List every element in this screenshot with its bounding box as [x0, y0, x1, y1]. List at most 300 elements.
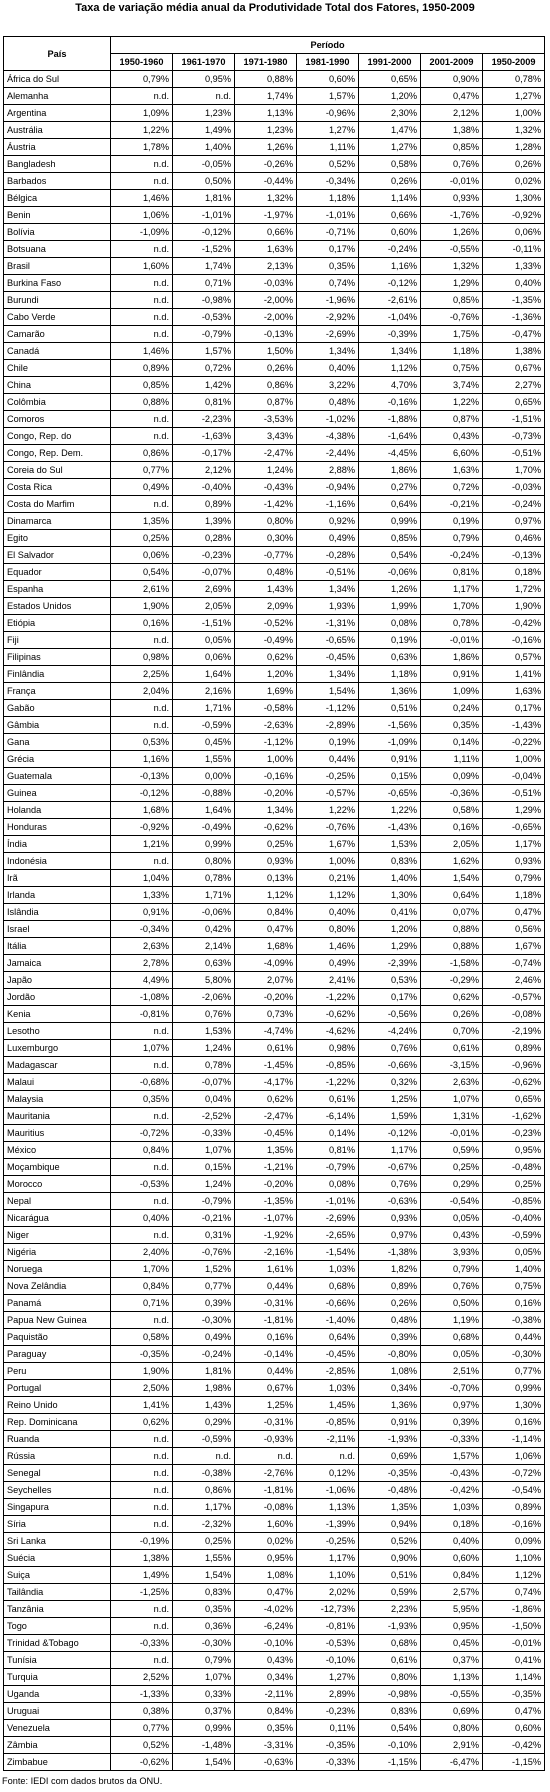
country-cell: Singapura [4, 1499, 111, 1516]
value-cell: -0,33% [421, 1431, 483, 1448]
value-cell: -0,25% [297, 768, 359, 785]
value-cell: 0,99% [483, 1380, 545, 1397]
value-cell: 0,33% [173, 1686, 235, 1703]
country-cell: Guatemala [4, 768, 111, 785]
value-cell: 0,86% [111, 445, 173, 462]
value-cell: 0,80% [173, 853, 235, 870]
value-cell: 0,25% [173, 1533, 235, 1550]
value-cell: 0,99% [173, 836, 235, 853]
value-cell: 1,30% [483, 190, 545, 207]
table-row [4, 1414, 545, 1431]
value-cell: -2,44% [297, 445, 359, 462]
table-row [4, 938, 545, 955]
value-cell: -1,09% [111, 224, 173, 241]
value-cell: 2,30% [359, 105, 421, 122]
value-cell: 0,93% [359, 1210, 421, 1227]
value-cell: 0,14% [297, 1125, 359, 1142]
table-row [4, 445, 545, 462]
value-cell: -0,14% [235, 1346, 297, 1363]
country-cell: Noruega [4, 1261, 111, 1278]
value-cell: -0,62% [297, 1006, 359, 1023]
value-cell: 1,38% [111, 1550, 173, 1567]
value-cell: 0,61% [297, 1091, 359, 1108]
value-cell: -0,88% [173, 785, 235, 802]
table-row [4, 547, 545, 564]
value-cell: 0,08% [297, 1176, 359, 1193]
table-row [4, 1040, 545, 1057]
value-cell: 0,63% [359, 649, 421, 666]
value-cell: 1,27% [297, 122, 359, 139]
value-cell: 0,60% [359, 224, 421, 241]
table-row [4, 1516, 545, 1533]
value-cell: 0,63% [173, 955, 235, 972]
value-cell: 1,49% [173, 122, 235, 139]
value-cell: 0,85% [111, 377, 173, 394]
value-cell: -0,03% [235, 275, 297, 292]
value-cell: 0,62% [235, 1091, 297, 1108]
value-cell: n.d. [173, 1448, 235, 1465]
value-cell: 2,05% [173, 598, 235, 615]
country-cell: Tunísia [4, 1652, 111, 1669]
country-cell: Gâmbia [4, 717, 111, 734]
value-cell: 1,82% [359, 1261, 421, 1278]
period-column-header: 1991-2000 [359, 54, 421, 71]
value-cell: 0,68% [421, 1329, 483, 1346]
value-cell: 0,34% [359, 1380, 421, 1397]
country-cell: Gabão [4, 700, 111, 717]
value-cell: -2,92% [297, 309, 359, 326]
table-row [4, 139, 545, 156]
country-cell: Nova Zelândia [4, 1278, 111, 1295]
value-cell: -6,24% [235, 1618, 297, 1635]
value-cell: 0,53% [359, 972, 421, 989]
value-cell: 0,97% [421, 1397, 483, 1414]
value-cell: -0,45% [297, 649, 359, 666]
value-cell: 2,02% [297, 1584, 359, 1601]
value-cell: 1,16% [111, 751, 173, 768]
value-cell: 1,11% [421, 751, 483, 768]
value-cell: 0,81% [173, 394, 235, 411]
value-cell: 0,94% [359, 1516, 421, 1533]
table-row [4, 1108, 545, 1125]
value-cell: -0,01% [421, 173, 483, 190]
value-cell: 0,61% [235, 1040, 297, 1057]
value-cell: 1,23% [173, 105, 235, 122]
value-cell: -0,07% [173, 564, 235, 581]
value-cell: 1,55% [173, 1550, 235, 1567]
value-cell: 0,36% [173, 1618, 235, 1635]
value-cell: 2,63% [421, 1074, 483, 1091]
table-row [4, 1091, 545, 1108]
value-cell: 0,09% [421, 768, 483, 785]
value-cell: -2,76% [235, 1465, 297, 1482]
value-cell: 0,26% [235, 360, 297, 377]
value-cell: 1,12% [297, 887, 359, 904]
value-cell: -1,93% [359, 1618, 421, 1635]
table-row [4, 1635, 545, 1652]
value-cell: -1,51% [483, 411, 545, 428]
value-cell: -0,44% [235, 173, 297, 190]
country-cell: Costa do Marfim [4, 496, 111, 513]
value-cell: -0,20% [235, 1176, 297, 1193]
value-cell: 1,54% [173, 1567, 235, 1584]
value-cell: -0,51% [483, 445, 545, 462]
value-cell: -0,12% [359, 1125, 421, 1142]
value-cell: -0,66% [297, 1295, 359, 1312]
value-cell: 0,68% [359, 1635, 421, 1652]
value-cell: 0,38% [111, 1703, 173, 1720]
value-cell: -0,08% [483, 1006, 545, 1023]
value-cell: 2,27% [483, 377, 545, 394]
country-cell: Sri Lanka [4, 1533, 111, 1550]
value-cell: 1,07% [421, 1091, 483, 1108]
value-cell: -1,43% [359, 819, 421, 836]
value-cell: 0,93% [421, 190, 483, 207]
value-cell: 0,07% [421, 904, 483, 921]
value-cell: 0,26% [483, 156, 545, 173]
value-cell: 1,14% [359, 190, 421, 207]
country-cell: Suécia [4, 1550, 111, 1567]
value-cell: -1,93% [359, 1431, 421, 1448]
value-cell: 0,35% [173, 1601, 235, 1618]
value-cell: n.d. [111, 1499, 173, 1516]
value-cell: 1,24% [235, 462, 297, 479]
value-cell: -0,72% [111, 1125, 173, 1142]
value-cell: 1,09% [111, 105, 173, 122]
value-cell: 1,74% [173, 258, 235, 275]
value-cell: 1,35% [235, 1142, 297, 1159]
value-cell: 0,97% [483, 513, 545, 530]
table-row [4, 224, 545, 241]
value-cell: 0,46% [483, 530, 545, 547]
value-cell: 1,04% [111, 870, 173, 887]
value-cell: 1,38% [483, 343, 545, 360]
value-cell: -1,12% [297, 700, 359, 717]
value-cell: 0,08% [359, 615, 421, 632]
value-cell: -1,64% [359, 428, 421, 445]
value-cell: 1,63% [235, 241, 297, 258]
value-cell: 0,78% [483, 71, 545, 88]
value-cell: 1,43% [173, 1397, 235, 1414]
value-cell: 0,75% [421, 360, 483, 377]
value-cell: 1,08% [235, 1567, 297, 1584]
value-cell: -0,47% [483, 326, 545, 343]
table-row [4, 207, 545, 224]
value-cell: -0,56% [359, 1006, 421, 1023]
value-cell: 2,91% [421, 1737, 483, 1754]
value-cell: -0,40% [483, 1210, 545, 1227]
value-cell: -0,43% [235, 479, 297, 496]
value-cell: 0,18% [421, 1516, 483, 1533]
value-cell: -1,01% [297, 207, 359, 224]
value-cell: 0,62% [111, 1414, 173, 1431]
value-cell: 0,44% [235, 1363, 297, 1380]
value-cell: 0,40% [421, 1533, 483, 1550]
value-cell: 2,78% [111, 955, 173, 972]
value-cell: -0,10% [359, 1737, 421, 1754]
value-cell: -1,31% [297, 615, 359, 632]
table-row [4, 1584, 545, 1601]
country-cell: Síria [4, 1516, 111, 1533]
value-cell: -0,85% [297, 1057, 359, 1074]
value-cell: 1,36% [359, 1397, 421, 1414]
value-cell: 1,42% [173, 377, 235, 394]
table-row [4, 1550, 545, 1567]
value-cell: 0,90% [359, 1550, 421, 1567]
value-cell: -12,73% [297, 1601, 359, 1618]
value-cell: 1,35% [111, 513, 173, 530]
value-cell: 0,31% [173, 1227, 235, 1244]
value-cell: 0,52% [111, 1737, 173, 1754]
value-cell: -2,06% [173, 989, 235, 1006]
value-cell: -0,20% [235, 989, 297, 1006]
value-cell: 0,83% [359, 1703, 421, 1720]
value-cell: n.d. [111, 292, 173, 309]
value-cell: -1,50% [483, 1618, 545, 1635]
table-title: Taxa de variação média anual da Produtividade Total dos Fatores, 1950-2009 [75, 2, 475, 14]
value-cell: 1,70% [111, 1261, 173, 1278]
country-cell: Turquia [4, 1669, 111, 1686]
table-row [4, 411, 545, 428]
value-cell: 5,80% [173, 972, 235, 989]
country-cell: Camarão [4, 326, 111, 343]
value-cell: 1,22% [359, 802, 421, 819]
value-cell: 1,98% [173, 1380, 235, 1397]
value-cell: 2,16% [173, 683, 235, 700]
value-cell: -2,89% [297, 717, 359, 734]
value-cell: -3,15% [421, 1057, 483, 1074]
value-cell: 0,85% [359, 530, 421, 547]
table-row [4, 1686, 545, 1703]
country-cell: Moçambique [4, 1159, 111, 1176]
value-cell: 0,58% [421, 802, 483, 819]
value-cell: -1,33% [111, 1686, 173, 1703]
value-cell: 1,07% [173, 1142, 235, 1159]
value-cell: n.d. [111, 156, 173, 173]
country-cell: Seychelles [4, 1482, 111, 1499]
value-cell: 0,67% [483, 360, 545, 377]
table-row [4, 819, 545, 836]
value-cell: -0,70% [421, 1380, 483, 1397]
value-cell: -1,97% [235, 207, 297, 224]
value-cell: -3,53% [235, 411, 297, 428]
country-cell: Holanda [4, 802, 111, 819]
value-cell: 1,12% [359, 360, 421, 377]
value-cell: 0,72% [421, 479, 483, 496]
value-cell: 0,05% [483, 1244, 545, 1261]
value-cell: -4,62% [297, 1023, 359, 1040]
value-cell: 0,79% [173, 1652, 235, 1669]
value-cell: 0,69% [421, 1703, 483, 1720]
country-cell: Chile [4, 360, 111, 377]
table-row [4, 1074, 545, 1091]
value-cell: 0,35% [297, 258, 359, 275]
value-cell: 0,80% [297, 921, 359, 938]
value-cell: 0,89% [483, 1499, 545, 1516]
value-cell: 0,65% [483, 1091, 545, 1108]
value-cell: 1,18% [421, 343, 483, 360]
value-cell: 1,31% [421, 1108, 483, 1125]
value-cell: -0,76% [173, 1244, 235, 1261]
value-cell: 0,93% [235, 853, 297, 870]
value-cell: n.d. [111, 1193, 173, 1210]
value-cell: 0,85% [421, 292, 483, 309]
value-cell: 1,61% [235, 1261, 297, 1278]
value-cell: -0,49% [235, 632, 297, 649]
value-cell: 0,72% [173, 360, 235, 377]
value-cell: 0,48% [297, 394, 359, 411]
value-cell: 0,91% [359, 1414, 421, 1431]
value-cell: 0,43% [421, 1227, 483, 1244]
value-cell: -0,06% [359, 564, 421, 581]
value-cell: -0,52% [235, 615, 297, 632]
value-cell: n.d. [111, 1516, 173, 1533]
value-cell: 0,05% [173, 632, 235, 649]
value-cell: n.d. [111, 1159, 173, 1176]
value-cell: 1,27% [359, 139, 421, 156]
value-cell: -1,42% [235, 496, 297, 513]
country-cell: Mauritius [4, 1125, 111, 1142]
value-cell: -0,42% [483, 615, 545, 632]
value-cell: 1,26% [235, 139, 297, 156]
table-row [4, 258, 545, 275]
value-cell: 0,32% [359, 1074, 421, 1091]
value-cell: -0,81% [111, 1006, 173, 1023]
value-cell: n.d. [111, 496, 173, 513]
value-cell: 2,14% [173, 938, 235, 955]
value-cell: 0,52% [359, 1533, 421, 1550]
value-cell: -0,76% [297, 819, 359, 836]
value-cell: -0,17% [173, 445, 235, 462]
value-cell: -2,47% [235, 1108, 297, 1125]
value-cell: 0,11% [297, 1720, 359, 1737]
value-cell: 0,76% [421, 1278, 483, 1295]
country-cell: Dinamarca [4, 513, 111, 530]
value-cell: -0,63% [235, 1754, 297, 1771]
value-cell: 1,18% [297, 190, 359, 207]
value-cell: -0,67% [359, 1159, 421, 1176]
value-cell: 1,34% [297, 343, 359, 360]
value-cell: 1,13% [421, 1669, 483, 1686]
table-row [4, 105, 545, 122]
value-cell: 1,20% [235, 666, 297, 683]
value-cell: 0,19% [421, 513, 483, 530]
value-cell: 0,79% [421, 530, 483, 547]
value-cell: 1,39% [173, 513, 235, 530]
country-cell: Equador [4, 564, 111, 581]
table-row [4, 1567, 545, 1584]
value-cell: -0,42% [483, 1737, 545, 1754]
table-row [4, 972, 545, 989]
value-cell: -0,65% [297, 632, 359, 649]
value-cell: n.d. [111, 1465, 173, 1482]
value-cell: -1,76% [421, 207, 483, 224]
table-row [4, 156, 545, 173]
value-cell: -4,24% [359, 1023, 421, 1040]
country-cell: El Salvador [4, 547, 111, 564]
value-cell: -1,62% [483, 1108, 545, 1125]
value-cell: -0,62% [483, 1074, 545, 1091]
value-cell: n.d. [111, 1618, 173, 1635]
country-cell: Bangladesh [4, 156, 111, 173]
period-column-header: 2001-2009 [421, 54, 483, 71]
value-cell: 1,24% [173, 1040, 235, 1057]
value-cell: -0,80% [359, 1346, 421, 1363]
value-cell: -0,13% [235, 326, 297, 343]
value-cell: 0,88% [111, 394, 173, 411]
country-cell: Rep. Dominicana [4, 1414, 111, 1431]
value-cell: n.d. [297, 1448, 359, 1465]
value-cell: 1,30% [483, 1397, 545, 1414]
value-cell: 0,37% [421, 1652, 483, 1669]
value-cell: 0,37% [173, 1703, 235, 1720]
value-cell: -1,86% [483, 1601, 545, 1618]
value-cell: -0,35% [483, 1686, 545, 1703]
value-cell: 0,04% [173, 1091, 235, 1108]
value-cell: -0,55% [421, 1686, 483, 1703]
country-cell: Índia [4, 836, 111, 853]
value-cell: 0,49% [297, 955, 359, 972]
value-cell: -4,09% [235, 955, 297, 972]
value-cell: 1,68% [235, 938, 297, 955]
value-cell: 1,32% [421, 258, 483, 275]
value-cell: n.d. [111, 173, 173, 190]
table-row [4, 479, 545, 496]
country-cell: Japão [4, 972, 111, 989]
value-cell: 0,17% [297, 241, 359, 258]
table-row [4, 173, 545, 190]
value-cell: 1,68% [111, 802, 173, 819]
value-cell: 0,35% [235, 1720, 297, 1737]
value-cell: -0,59% [173, 1431, 235, 1448]
value-cell: 0,91% [421, 666, 483, 683]
value-cell: 1,54% [173, 1754, 235, 1771]
table-row [4, 1210, 545, 1227]
value-cell: 1,28% [483, 139, 545, 156]
period-group-header: Período [111, 37, 545, 54]
country-cell: Nicarágua [4, 1210, 111, 1227]
value-cell: -1,63% [173, 428, 235, 445]
value-cell: 1,75% [421, 326, 483, 343]
value-cell: -2,11% [235, 1686, 297, 1703]
country-cell: Papua New Guinea [4, 1312, 111, 1329]
table-row [4, 326, 545, 343]
value-cell: 1,57% [173, 343, 235, 360]
value-cell: 2,23% [359, 1601, 421, 1618]
table-row [4, 989, 545, 1006]
value-cell: 0,58% [111, 1329, 173, 1346]
value-cell: -4,02% [235, 1601, 297, 1618]
value-cell: 1,25% [235, 1397, 297, 1414]
value-cell: 0,91% [359, 751, 421, 768]
period-column-header: 1950-1960 [111, 54, 173, 71]
value-cell: -1,14% [483, 1431, 545, 1448]
value-cell: 1,08% [359, 1363, 421, 1380]
value-cell: 1,90% [111, 598, 173, 615]
value-cell: 1,16% [359, 258, 421, 275]
value-cell: 0,25% [235, 836, 297, 853]
value-cell: 2,51% [421, 1363, 483, 1380]
value-cell: n.d. [111, 1108, 173, 1125]
country-cell: Portugal [4, 1380, 111, 1397]
table-row [4, 513, 545, 530]
value-cell: 0,60% [421, 1550, 483, 1567]
value-cell: 1,26% [421, 224, 483, 241]
value-cell: 0,87% [235, 394, 297, 411]
country-cell: Senegal [4, 1465, 111, 1482]
value-cell: 1,19% [421, 1312, 483, 1329]
value-cell: 0,50% [173, 173, 235, 190]
